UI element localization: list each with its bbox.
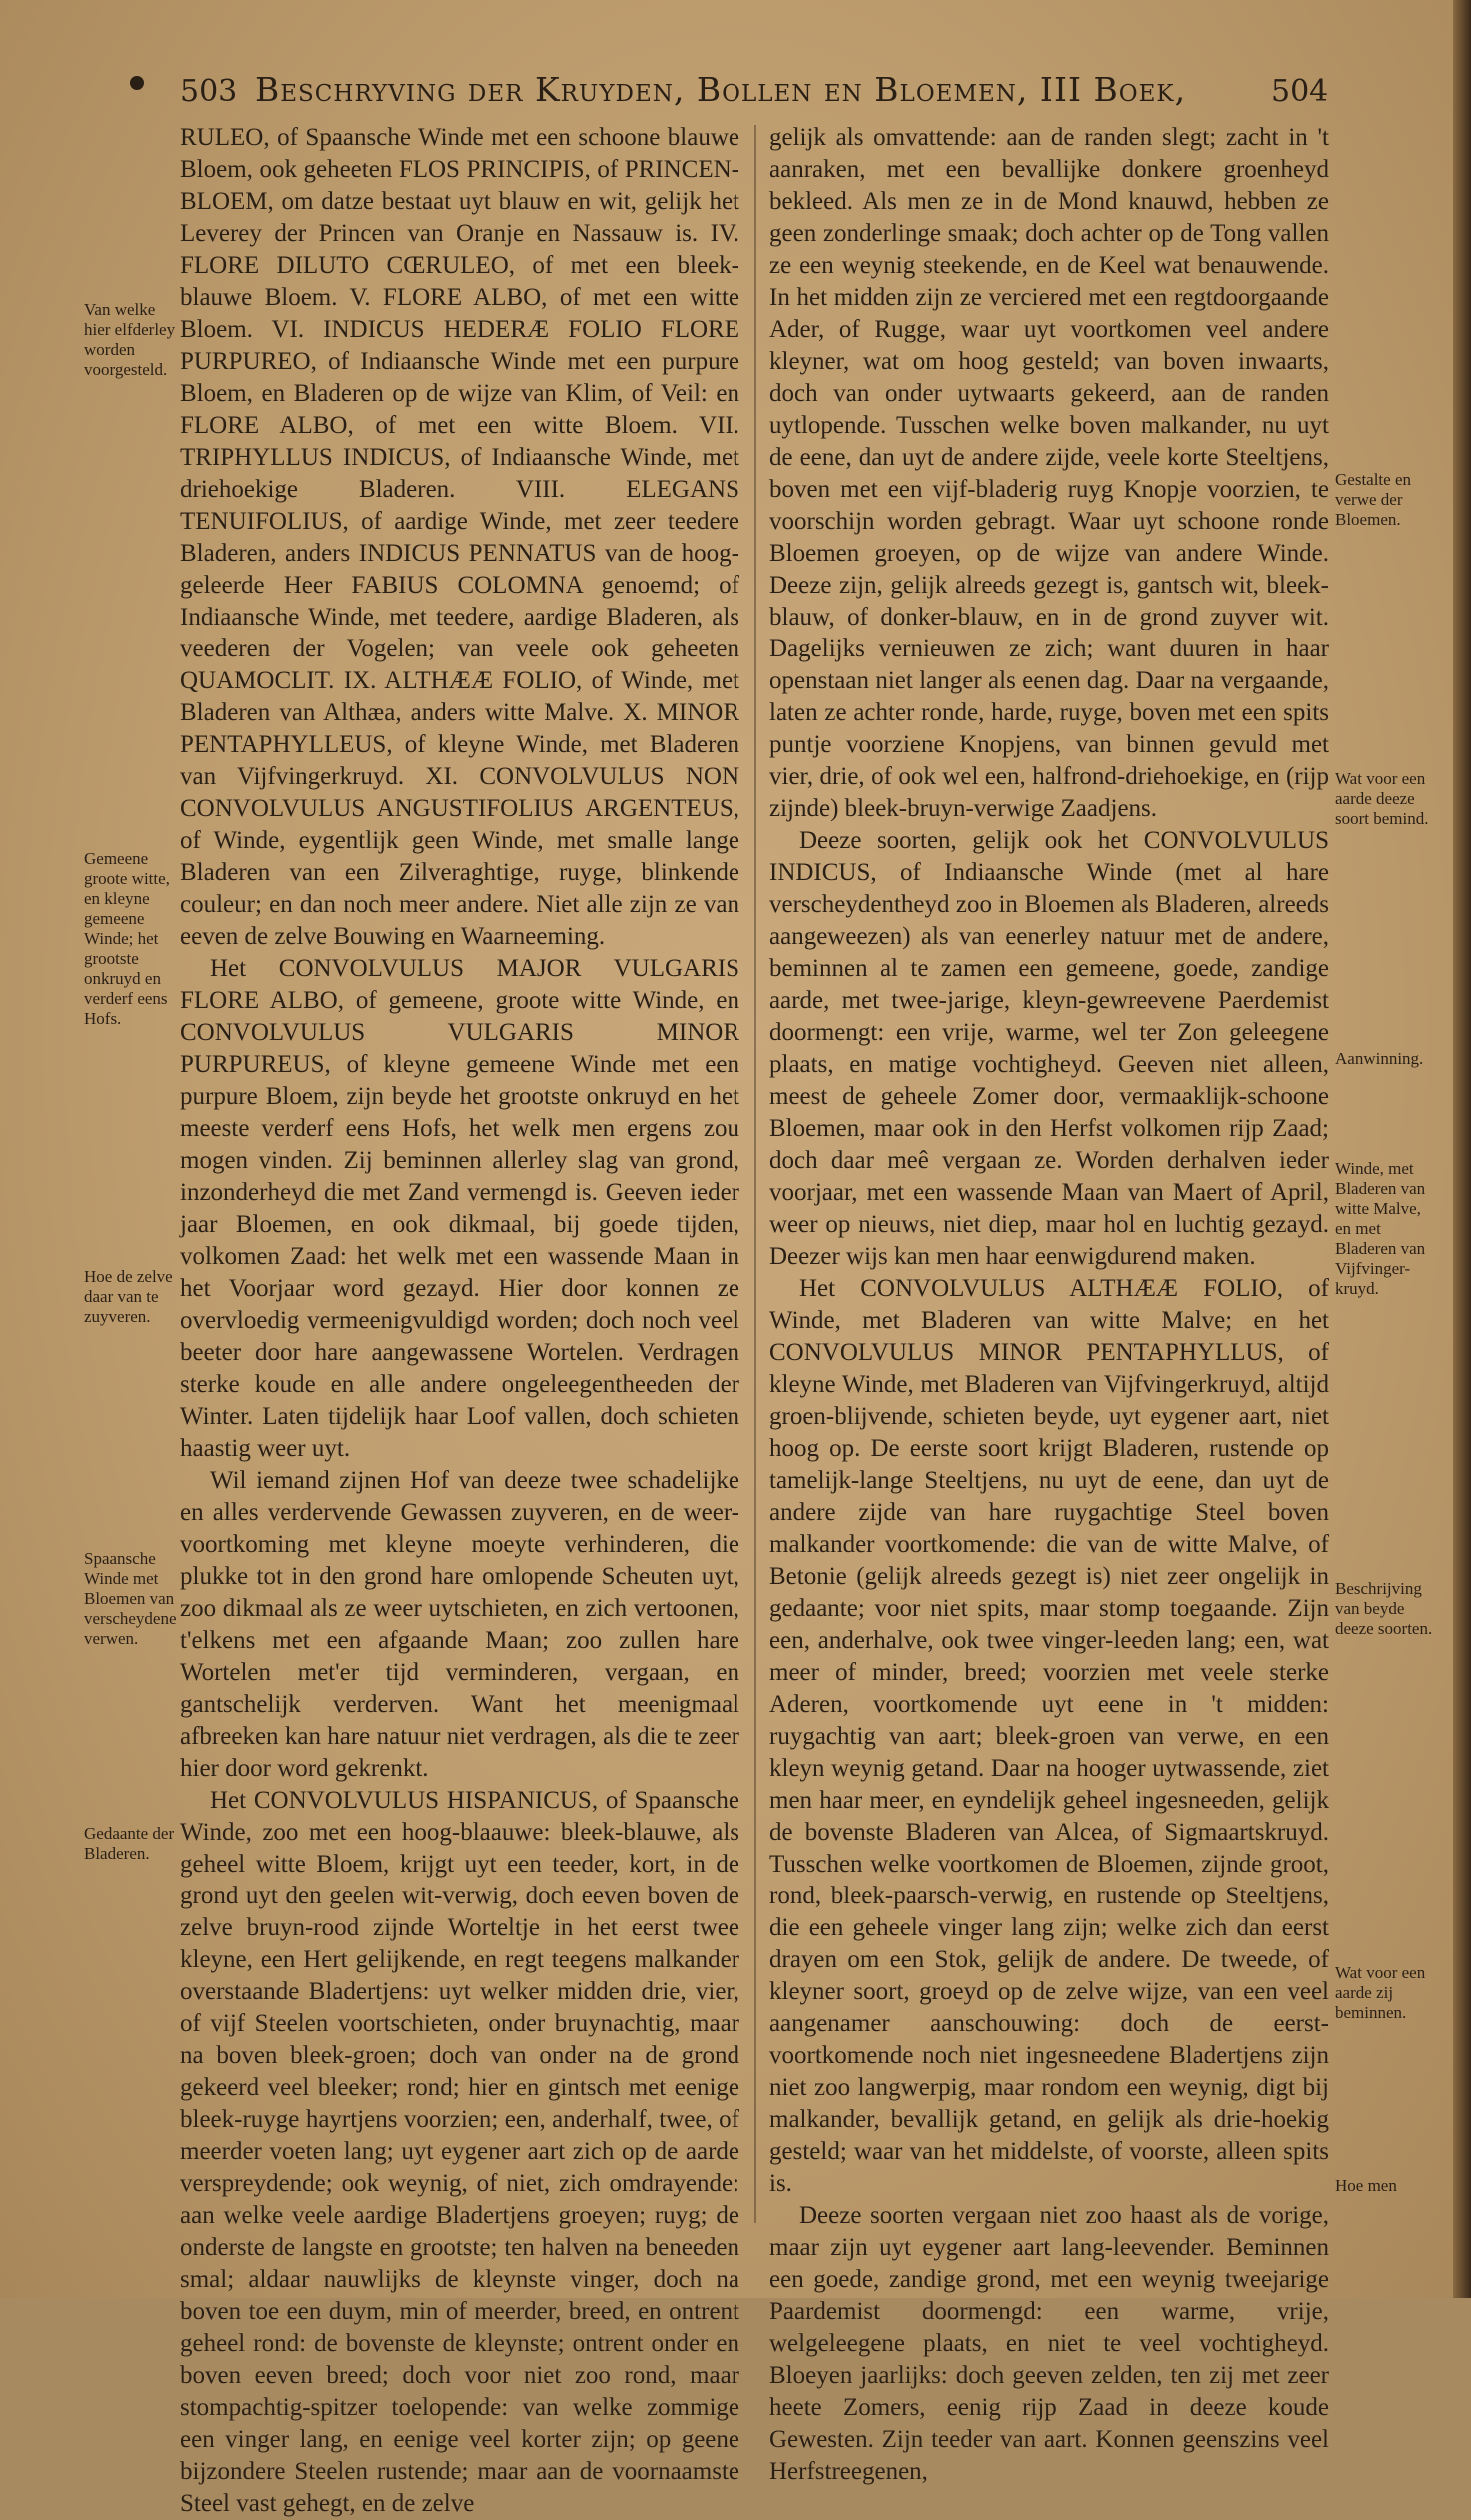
paragraph: Wil iemand zijnen Hof van deeze twee schadelijke en alles verdervende Gewassen zuyveren, en de weer-voortkoming met kleyne moeyte verhinderen, die plukke tot in den grond hare omlopende Scheuten uyt, zoo dikmaal als ze weer uytschieten, en zich vertoonen, t'elkens met een afgaande Maan; zoo zullen hare Wortelen met'er tijd verminderen, vergaan, en gantschelijk verderven. Want het meenigmaal afbreeken kan hare natuur niet verdragen, als die te zeer hier door word gekrenkt.: [180, 1467, 739, 1782]
running-header: [0, 70, 1471, 120]
left-column: [180, 122, 739, 2520]
page-edge-shadow: [1453, 0, 1471, 2298]
column-divider: [754, 125, 756, 2223]
page-number-left: 503: [180, 74, 238, 109]
right-column: [769, 122, 1329, 2488]
margin-note: Wat voor een aarde deeze soort bemind.: [1335, 769, 1429, 828]
margin-note: Hoe men: [1335, 2176, 1397, 2195]
margin-note: Hoe de zelve daar van te zuyveren.: [84, 1267, 173, 1326]
margin-note: Gedaante der Bladeren.: [84, 1824, 175, 1863]
running-title: Beschryving der Kruyden, Bollen en Bloemen, III Boek,: [255, 70, 1187, 109]
margin-note: Wat voor een aarde zij beminnen.: [1335, 1963, 1426, 2022]
paragraph: Het CONVOLVULUS MAJOR VULGARIS FLORE ALBO, of gemeene, groote witte Winde, en CONVOLVULUS VULGARIS MINOR PURPUREUS, of kleyne gemeene Winde met een purpure Bloem, zijn beyde het grootste onkruyd en het meeste verderf eens Hofs, het welk men ergens zou mogen vinden. Zij beminnen allerley slag van grond, inzonderheyd die met Zand vermengd is. Geeven ieder jaar Bloemen, en ook dikmaal, bij goede tijden, volkomen Zaad: het welk met een wassende Maan in het Voorjaar word gezayd. Hier door konnen ze overvloedig vermeenigvuldigd worden; doch noch veel beeter door hare aangewassene Wortelen. Verdragen sterke koude en alle andere ongeleegentheeden der Winter. Laten tijdelijk haar Loof vallen, doch schieten haastig weer uyt.: [180, 955, 739, 1462]
margin-note: Gemeene groote witte, en kleyne gemeene Winde; het grootste onkruyd en verderf eens Hofs.: [84, 849, 170, 1028]
paragraph: Deeze soorten, gelijk ook het CONVOLVULUS INDICUS, of Indiaansche Winde (met al hare verscheydentheyd zoo in Bloemen als Bladeren, alreeds aangeweezen) als van eenerley natuur met de andere, beminnen al te zamen een gemeene, goede, zandige aarde, met twee-jarige, kleyn-gewreevene Paerdemist doormengt: een vrije, warme, wel ter Zon geleegene plaats, en matige vochtigheyd. Geeven niet alleen, meest de geheele Zomer door, vermaaklijk-schoone Bloemen, maar ook in den Herfst volkomen rijp Zaad; doch daar meê vergaan ze. Worden derhalven ieder voorjaar, met een wassende Maan van Maert of April, weer op nieuws, niet diep, maar hol en luchtig gezayd. Deezer wijs kan men haar eenwigdurend maken.: [769, 827, 1329, 1270]
paragraph: RULEO, of Spaansche Winde met een schoone blauwe Bloem, ook geheeten FLOS PRINCIPIS, of PRINCEN-BLOEM, om datze bestaat uyt blauw en wit, gelijk het Leverey der Princen van Oranje en Nassauw is. IV. FLORE DILUTO CŒRULEO, of met een bleek-blauwe Bloem. V. FLORE ALBO, of met een witte Bloem. VI. INDICUS HEDERÆ FOLIO FLORE PURPUREO, of Indiaansche Winde met een purpure Bloem, en Bladeren op de wijze van Klim, of Veil: en FLORE ALBO, of met een witte Bloem. VII. TRIPHYLLUS INDICUS, of Indiaansche Winde, met driehoekige Bladeren. VIII. ELEGANS TENUIFOLIUS, of aardige Winde, met zeer teedere Bladeren, anders INDICUS PENNATUS van de hoog-geleerde Heer FABIUS COLOMNA genoemd; of Indiaansche Winde, met teedere, aardige Bladeren, als veederen der Vogelen; van veele ook geheeten QUAMOCLIT. IX. ALTHÆÆ FOLIO, of Winde, met Bladeren van Althæa, anders witte Malve. X. MINOR PENTAPHYLLEUS, of kleyne Winde, met Bladeren van Vijfvingerkruyd. XI. CONVOLVULUS NON CONVOLVULUS ANGUSTIFOLIUS ARGENTEUS, of Winde, eygentlijk geen Winde, met smalle lange Bladeren van een Zilveraghtige, ruyge, blinkende couleur; en dan noch meer andere. Niet alle zijn ze van eeven de zelve Bouwing en Waarneeming.: [180, 124, 739, 950]
margin-note: Aanwinning.: [1335, 1049, 1424, 1068]
margin-note: Winde, met Bladeren van witte Malve, en met Bladeren van Vijfvinger-kruyd.: [1335, 1159, 1426, 1298]
paragraph: Deeze soorten vergaan niet zoo haast als de vorige, maar zijn uyt eygener aart lang-leevender. Beminnen een goede, zandige grond, met een weynig tweejarige Paardemist doormengd: een warme, vrije, welgeleegene plaats, en niet te veel vochtigheyd. Bloeyen jaarlijks: doch geeven zelden, ten zij met zeer heete Zomers, eenig rijp Zaad in deeze koude Gewesten. Zijn teeder van aart. Konnen geenszins veel Herfstreegenen,: [769, 2202, 1329, 2485]
paragraph: gelijk als omvattende: aan de randen slegt; zacht in 't aanraken, met een bevallijke donkere groenheyd bekleed. Als men ze in de Mond knauwd, hebben ze geen zonderlinge smaak; doch achter op de Tong vallen ze een weynig steekende, en de Keel wat benauwende. In het midden zijn ze verciered met een regtdoorgaande Ader, of Rugge, waar uyt voortkomen veel andere kleyner, wat om hoog gesteld; van boven inwaarts, doch van onder uytwaarts gekeerd, aan de randen uytlopende. Tusschen welke boven malkander, nu uyt de eene, dan uyt de andere zijde, veele korte Steeltjens, boven met een vijf-bladerig ruyg Knopje voorzien, te voorschijn worden gebragt. Waar uyt schoone ronde Bloemen groeyen, op de wijze van andere Winde. Deeze zijn, gelijk alreeds gezegt is, gantsch wit, bleek-blauw, of donker-blauw, en in de grond zuyver wit. Dagelijks vernieuwen ze zich; want duuren in haar openstaan niet langer als eenen dag. Daar na vergaande, laten ze achter ronde, harde, ruyge, boven met een spits puntje voorziene Knopjens, van binnen gevuld met vier, drie, of ook wel een, halfrond-driehoekige, en (rijp zijnde) bleek-bruyn-verwige Zaadjens.: [769, 124, 1329, 822]
paragraph: Het CONVOLVULUS HISPANICUS, of Spaansche Winde, zoo met een hoog-blaauwe: bleek-blauwe, als geheel witte Bloem, krijgt uyt een teeder, kort, in de grond uyt den geelen wit-verwig, doch eeven boven de zelve bruyn-rood zijnde Worteltje in het eerst twee kleyne, een Hert gelijkende, en regt teegens malkander overstaande Bladertjens: uyt welker midden drie, vier, of vijf Steelen voortschieten, onder bruynachtig, maar na boven bleek-groen; doch van onder na de grond gekeerd veel bleeker; rond; hier en gintsch met eenige bleek-ruyge hayrtjens voorzien; een, anderhalf, twee, of meerder voeten lang; uyt eygener aart zich op de aarde verspreydende; ook weynig, of niet, zich omdrayende: aan welke veele aardige Bladertjens groeyen; ruyg; de onderste de langste en grootste; ten halven na beneeden smal; aldaar nauwlijks de kleynste vinger, doch na boven toe een duym, min of meerder, breed, en ontrent geheel rond: de bovenste de kleynste; ontrent onder en boven eeven breed; doch voor niet zoo rond, maar stompachtig-spitzer toelopende: van welke zommige een vinger lang, en eenige veel korter zijn; op geene bijzondere Steelen rustende; maar aan de voornaamste Steel vast gehegt, en de zelve: [180, 1787, 739, 2517]
margin-note: Gestalte en verwe der Bloemen.: [1335, 470, 1411, 529]
margin-note: Beschrijving van beyde deeze soorten.: [1335, 1579, 1433, 1638]
page-number-right: 504: [1271, 74, 1329, 109]
margin-note: Van welke hier elfderley worden voorgesteld.: [84, 300, 176, 379]
paragraph: Het CONVOLVULUS ALTHÆÆ FOLIO, of Winde, met Bladeren van witte Malve; en het CONVOLVULUS MINOR PENTAPHYLLUS, of kleyne Winde, met Bladeren van Vijfvingerkruyd, altijd groen-blijvende, schieten beyde, uyt eygener aart, niet hoog op. De eerste soort krijgt Bladeren, rustende op tamelijk-lange Steeltjens, nu uyt de eene, dan uyt de andere zijde van hare ruygachtige Steel boven malkander voortkomende: die van de witte Malve, of Betonie (gelijk alreeds gezegt is) niet zeer ongelijk in gedaante; voor niet spits, maar stomp toegaande. Zijn een, anderhalve, ook twee vinger-leeden lang; een, wat meer of minder, breed; voorzien met veele sterke Aderen, voortkomende uyt eene in 't midden: ruygachtig van aart; bleek-groen van verwe, en een kleyn weynig getand. Daar na hooger uytwassende, ziet men haar meer, en eyndelijk geheel ingesneeden, gelijk de bovenste Bladeren van Alcea, of Sigmaartskruyd. Tusschen welke voortkomen de Bloemen, zijnde groot, rond, bleek-paarsch-verwig, en rustende op Steeltjens, die een geheele vinger lang zijn; welke zich dan eerst drayen om een Stok, gelijk de andere. De tweede, of kleyner soort, groeyd op de zelve wijze, van een veel aangenamer aanschouwing: doch de eerst-voortkomende noch niet ingesneedene Bladertjens zijn niet zoo langwerpig, maar rondom een weynig, digt bij malkander, bevallijk getand, en gelijk als drie-hoekig gesteld; waar van het middelste, of voorste, alleen spits is.: [769, 1275, 1329, 2197]
margin-note: Spaansche Winde met Bloemen van verscheydene verwen.: [84, 1549, 177, 1648]
